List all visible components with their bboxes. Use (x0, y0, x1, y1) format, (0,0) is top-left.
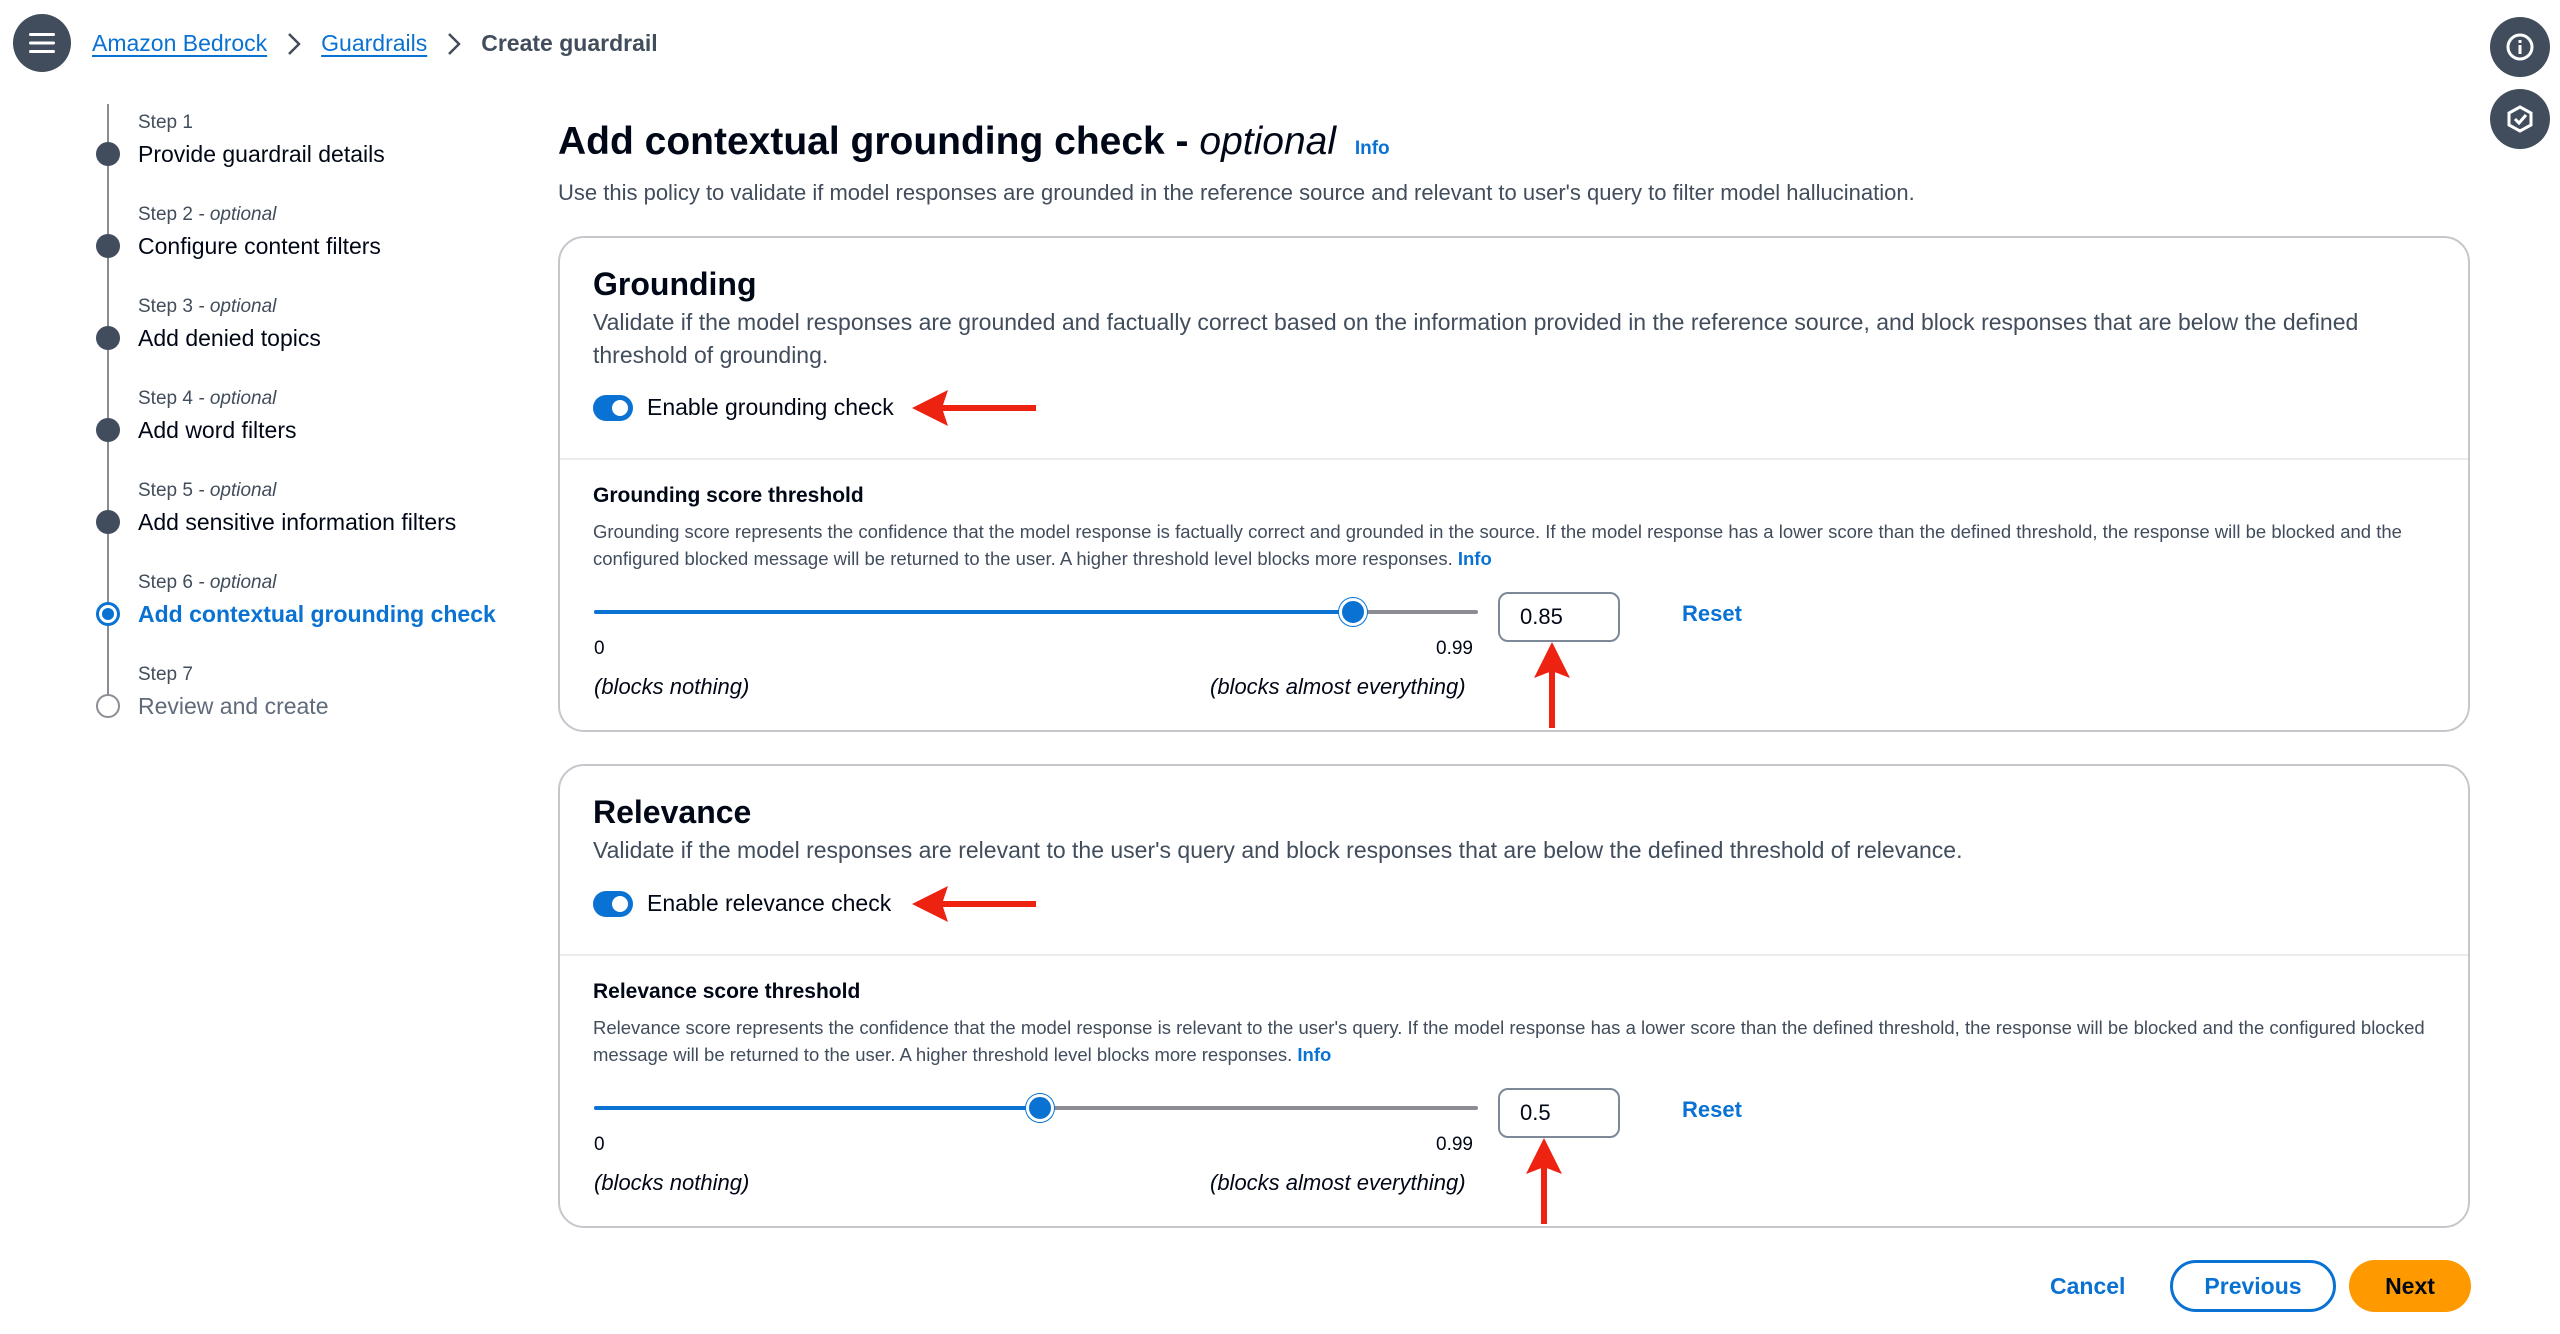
grounding-toggle-row (593, 394, 894, 421)
previous-button[interactable]: Previous (2170, 1260, 2336, 1312)
step-active-marker (96, 602, 120, 626)
section-divider (560, 954, 2468, 956)
relevance-title: Relevance (593, 794, 752, 830)
step-optional: - optional (192, 296, 277, 317)
step-title: Add contextual grounding check (138, 601, 496, 627)
step-optional: - optional (192, 388, 277, 409)
chevron-right-icon (287, 32, 301, 56)
info-icon (2505, 32, 2535, 62)
breadcrumb (92, 30, 658, 57)
step-title: Configure content filters (138, 233, 381, 259)
annotation-arrow-up (1530, 642, 1574, 728)
step-5[interactable] (92, 472, 532, 564)
annotation-arrow-left (912, 388, 1036, 428)
step-number: Step 2 (138, 204, 193, 225)
next-button[interactable]: Next (2349, 1260, 2471, 1312)
step-number: Step 7 (138, 664, 193, 685)
step-6[interactable] (92, 564, 532, 656)
step-done-marker (96, 326, 120, 350)
grounding-toggle-label: Enable grounding check (647, 394, 894, 420)
step-optional: - optional (192, 204, 277, 225)
step-title: Review and create (138, 693, 329, 719)
step-optional: - optional (192, 480, 277, 501)
step-pending-marker (96, 694, 120, 718)
grounding-threshold-input[interactable] (1498, 592, 1620, 642)
annotation-arrow-left (912, 884, 1036, 924)
step-number: Step 4 (138, 388, 193, 409)
menu-button[interactable] (13, 14, 71, 72)
grounding-max-tick: 0.99 (1436, 638, 1473, 659)
relevance-threshold-title: Relevance score threshold (593, 980, 861, 1003)
relevance-reset-button[interactable]: Reset (1682, 1097, 1742, 1122)
relevance-min-label: (blocks nothing) (594, 1170, 750, 1195)
page-title (558, 120, 1390, 164)
page-description: Use this policy to validate if model responses are grounded in the reference source and relevant to user's query to filter model hallucination. (558, 180, 1915, 205)
step-number: Step 3 (138, 296, 193, 317)
step-3[interactable] (92, 288, 532, 380)
grounding-slider-fill (594, 610, 1353, 614)
relevance-threshold-text: Relevance score represents the confidence that the model response is relevant to the user's query. If the model response has a lower score than the defined threshold, the response will be blocked and the configured blocked message will be returned to the user. A higher threshold level blocks more responses. (593, 1017, 2425, 1065)
relevance-threshold-input[interactable] (1498, 1088, 1620, 1138)
section-divider (560, 458, 2468, 460)
grounding-threshold-title: Grounding score threshold (593, 484, 864, 507)
breadcrumb-current: Create guardrail (481, 30, 658, 56)
step-1[interactable] (92, 104, 532, 196)
annotation-arrow-up (1522, 1138, 1566, 1224)
breadcrumb-link-bedrock[interactable]: Amazon Bedrock (92, 30, 268, 56)
step-done-marker (96, 234, 120, 258)
step-title: Add denied topics (138, 325, 321, 351)
relevance-max-tick: 0.99 (1436, 1134, 1473, 1155)
grounding-description: Validate if the model responses are grounded and factually correct based on the information provided in the reference source, and block responses that are below the defined threshold of grounding. (593, 309, 2359, 368)
grounding-min-tick: 0 (594, 638, 605, 659)
relevance-threshold-description (593, 1014, 2432, 1068)
step-number: Step 6 (138, 572, 193, 593)
step-2[interactable] (92, 196, 532, 288)
relevance-slider[interactable] (594, 1106, 1478, 1110)
grounding-max-label: (blocks almost everything) (1210, 674, 1466, 699)
step-optional: - optional (192, 572, 277, 593)
page-title-text: Add contextual grounding check - (558, 120, 1200, 163)
page-title-optional: optional (1199, 120, 1336, 163)
step-4[interactable] (92, 380, 532, 472)
relevance-info-link[interactable]: Info (1297, 1044, 1332, 1065)
shield-icon (2505, 104, 2535, 134)
relevance-toggle-label: Enable relevance check (647, 890, 892, 916)
relevance-description: Validate if the model responses are relevant to the user's query and block responses that are below the defined threshold of relevance. (593, 837, 1963, 863)
step-title: Add word filters (138, 417, 297, 443)
relevance-max-label: (blocks almost everything) (1210, 1170, 1466, 1195)
relevance-card (558, 764, 2470, 1228)
step-done-marker (96, 142, 120, 166)
breadcrumb-link-guardrails[interactable]: Guardrails (321, 30, 428, 56)
step-title: Add sensitive information filters (138, 509, 457, 535)
wizard-steps (92, 104, 532, 748)
grounding-toggle[interactable] (593, 395, 633, 421)
step-number: Step 1 (138, 112, 193, 133)
page-info-link[interactable]: Info (1354, 138, 1390, 159)
grounding-slider-thumb[interactable] (1339, 598, 1367, 626)
step-done-marker (96, 418, 120, 442)
grounding-title: Grounding (593, 266, 757, 302)
help-panel-button[interactable] (2490, 89, 2550, 149)
relevance-toggle[interactable] (593, 891, 633, 917)
grounding-card (558, 236, 2470, 732)
step-title: Provide guardrail details (138, 141, 385, 167)
grounding-threshold-text: Grounding score represents the confidence that the model response is factually correct and grounded in the source. If the model response has a lower score than the defined threshold, the response will be blocked and the configured blocked message will be returned to the user. A higher threshold level blocks more responses. (593, 521, 2402, 569)
chevron-right-icon (447, 32, 461, 56)
info-panel-button[interactable] (2490, 17, 2550, 77)
step-done-marker (96, 510, 120, 534)
relevance-toggle-row (593, 890, 891, 917)
grounding-threshold-description (593, 518, 2432, 572)
grounding-min-label: (blocks nothing) (594, 674, 750, 699)
hamburger-icon (29, 32, 55, 54)
cancel-button[interactable]: Cancel (2050, 1273, 2126, 1299)
grounding-slider[interactable] (594, 610, 1478, 614)
relevance-slider-fill (594, 1106, 1040, 1110)
grounding-info-link[interactable]: Info (1457, 548, 1492, 569)
grounding-reset-button[interactable]: Reset (1682, 601, 1742, 626)
step-7 (92, 656, 532, 748)
relevance-slider-thumb[interactable] (1026, 1094, 1054, 1122)
relevance-min-tick: 0 (594, 1134, 605, 1155)
step-number: Step 5 (138, 480, 193, 501)
